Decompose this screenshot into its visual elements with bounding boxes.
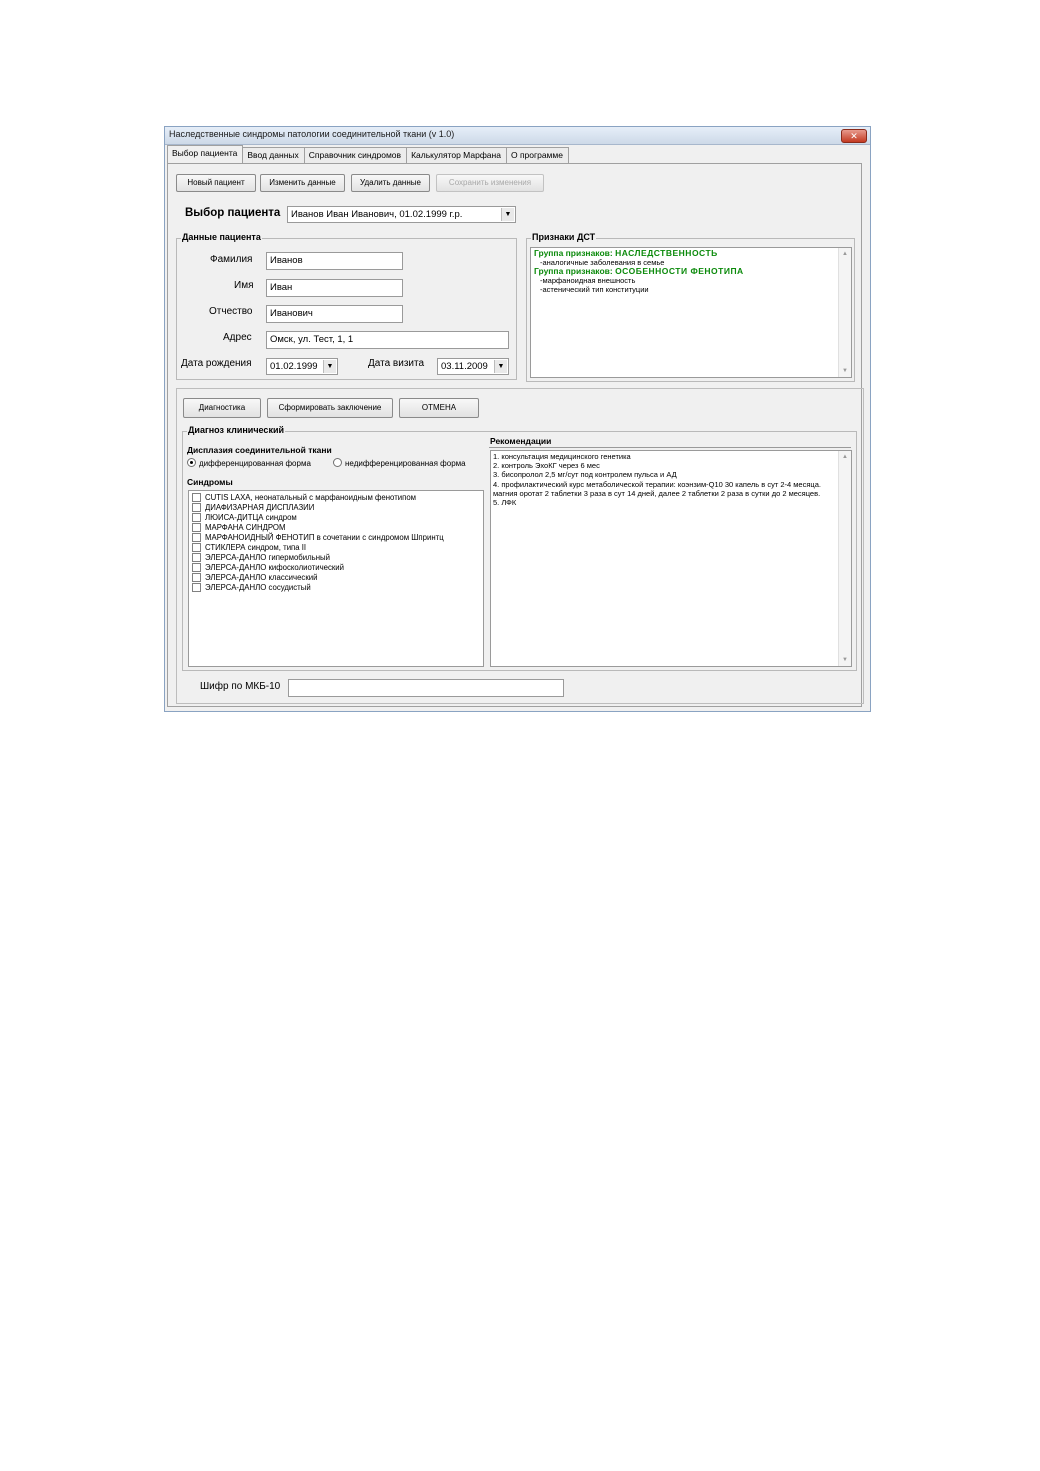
dst-signs-group [526, 232, 855, 382]
syndrome-item[interactable]: СТИКЛЕРА синдром, типа II [189, 542, 483, 552]
recommendations-label: Рекомендации [490, 436, 552, 446]
clinical-diagnosis-title: Диагноз клинический [188, 425, 285, 435]
syndrome-item[interactable]: ЭЛЕРСА-ДАНЛО кифосколиотический [189, 562, 483, 572]
syndromes-label: Синдромы [187, 477, 233, 487]
surname-field[interactable]: Иванов [266, 252, 403, 270]
dysplasia-label: Дисплазия соединительной ткани [187, 445, 332, 455]
sign-group-heading: Группа признаков: ОСОБЕННОСТИ ФЕНОТИПА [534, 266, 744, 276]
checkbox-icon[interactable] [192, 583, 201, 592]
checkbox-icon[interactable] [192, 553, 201, 562]
dst-signs-title: Признаки ДСТ [532, 232, 596, 242]
app-window [164, 126, 871, 712]
title-bar [165, 127, 870, 145]
recommendation-line: 1. консультация медицинского генетика [493, 452, 631, 461]
recommendation-line: 4. профилактический курс метаболической терапии: коэнзим-Q10 30 капель в сут 2-4 месяца. магния оротат 2 таблетки 3 раза в сут 14 дней, далее 2 таблетки 2 раза в сутки до 2 месяцев. [493, 479, 821, 498]
clinical-diagnosis-group [182, 425, 857, 671]
patronymic-field[interactable]: Иванович [266, 305, 403, 323]
birth-date-picker[interactable] [266, 358, 338, 375]
scroll-down-icon[interactable]: ▼ [842, 368, 848, 374]
delete-data-button[interactable]: Удалить данные [351, 174, 430, 192]
checkbox-icon[interactable] [192, 543, 201, 552]
address-field[interactable]: Омск, ул. Тест, 1, 1 [266, 331, 509, 349]
surname-label: Фамилия [210, 254, 253, 265]
signs-scrollbar[interactable] [838, 248, 851, 377]
recommendations-scrollbar[interactable] [838, 451, 851, 666]
new-patient-button[interactable]: Новый пациент [176, 174, 256, 192]
name-field[interactable]: Иван [266, 279, 403, 297]
close-icon[interactable]: ✕ [841, 129, 867, 143]
syndrome-item[interactable]: ЭЛЕРСА-ДАНЛО классический [189, 572, 483, 582]
chevron-down-icon[interactable]: ▼ [323, 360, 336, 373]
form-undiff-option[interactable]: недифференцированная форма [333, 458, 466, 468]
recommendations-text[interactable] [490, 450, 852, 667]
scroll-up-icon[interactable]: ▲ [842, 251, 848, 257]
checkbox-icon[interactable] [192, 513, 201, 522]
syndrome-item[interactable]: МАРФАНОИДНЫЙ ФЕНОТИП в сочетании с синдромом Шпринтц [189, 532, 483, 542]
form-diff-option[interactable]: дифференцированная форма [187, 458, 311, 468]
patient-select-value: Иванов Иван Иванович, 01.02.1999 г.р. [291, 209, 463, 220]
window-title: Наследственные синдромы патологии соединительной ткани (v 1.0) [169, 129, 455, 139]
recommendation-line: 3. бисопролол 2,5 мг/сут под контролем пульса и АД [493, 470, 677, 480]
birth-date-label: Дата рождения [181, 358, 252, 369]
patronymic-label: Отчество [209, 306, 253, 317]
sign-item: -марфаноидная внешность [540, 276, 636, 285]
recommendation-line: 5. ЛФК [493, 498, 517, 508]
visit-date-label: Дата визита [368, 358, 425, 369]
syndrome-item[interactable]: ДИАФИЗАРНАЯ ДИСПЛАЗИИ [189, 502, 483, 512]
checkbox-icon[interactable] [192, 523, 201, 532]
syndromes-checklist[interactable] [188, 490, 484, 667]
patient-select-label: Выбор пациента [185, 207, 281, 219]
make-conclusion-button[interactable]: Сформировать заключение [267, 398, 393, 418]
syndrome-item[interactable]: МАРФАНА СИНДРОМ [189, 522, 483, 532]
checkbox-icon[interactable] [192, 563, 201, 572]
sign-group-heading: Группа признаков: НАСЛЕДСТВЕННОСТЬ [534, 248, 718, 258]
checkbox-icon[interactable] [192, 573, 201, 582]
visit-date-picker[interactable] [437, 358, 509, 375]
sign-item: -астенический тип конституции [540, 285, 649, 294]
save-changes-button[interactable]: Сохранить изменения [436, 174, 544, 192]
tab-data-entry[interactable]: Ввод данных [242, 147, 304, 164]
birth-date-value: 01.02.1999 [270, 361, 318, 372]
syndrome-item[interactable]: ЭЛЕРСА-ДАНЛО сосудистый [189, 582, 483, 592]
sign-item: -аналогичные заболевания в семье [540, 258, 665, 267]
tab-about[interactable]: О программе [506, 147, 569, 164]
icd-field[interactable] [288, 679, 564, 697]
syndrome-item[interactable]: CUTIS LAXA, неонатальный с марфаноидным фенотипом [189, 492, 483, 502]
diagnostics-button[interactable]: Диагностика [183, 398, 261, 418]
recommendations-divider [489, 447, 851, 448]
edit-data-button[interactable]: Изменить данные [260, 174, 345, 192]
cancel-button[interactable]: ОТМЕНА [399, 398, 479, 418]
patient-select-combo[interactable] [287, 206, 516, 223]
syndrome-item[interactable]: ЭЛЕРСА-ДАНЛО гипермобильный [189, 552, 483, 562]
recommendation-line: 2. контроль ЭхоКГ через 6 мес [493, 461, 600, 471]
tab-bar [167, 147, 568, 164]
patient-data-title: Данные пациента [182, 232, 261, 242]
tab-patient-select[interactable]: Выбор пациента [167, 145, 243, 164]
chevron-down-icon[interactable]: ▼ [501, 208, 514, 221]
scroll-up-icon[interactable]: ▲ [842, 454, 848, 460]
icd-label: Шифр по МКБ-10 [200, 681, 281, 692]
visit-date-value: 03.11.2009 [441, 361, 488, 372]
tab-syndrome-reference[interactable]: Справочник синдромов [304, 147, 407, 164]
name-label: Имя [234, 280, 254, 291]
dst-signs-list[interactable] [530, 247, 852, 378]
radio-empty-icon[interactable] [333, 458, 342, 467]
address-label: Адрес [223, 332, 252, 343]
checkbox-icon[interactable] [192, 503, 201, 512]
scroll-down-icon[interactable]: ▼ [842, 657, 848, 663]
checkbox-icon[interactable] [192, 493, 201, 502]
syndrome-item[interactable]: ЛЮИСА-ДИТЦА синдром [189, 512, 483, 522]
chevron-down-icon[interactable]: ▼ [494, 360, 507, 373]
patient-data-group [176, 232, 517, 380]
radio-selected-icon[interactable] [187, 458, 196, 467]
checkbox-icon[interactable] [192, 533, 201, 542]
tab-marfan-calculator[interactable]: Калькулятор Марфана [406, 147, 507, 164]
tab-panel [167, 163, 862, 707]
